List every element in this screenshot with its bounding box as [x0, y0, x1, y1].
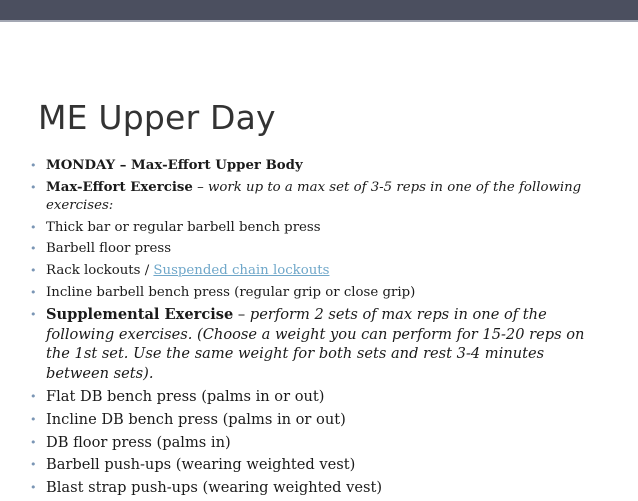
list-item	[28, 305, 608, 383]
list-item	[28, 219, 608, 237]
list-item	[28, 179, 608, 216]
item-bold-text: Supplemental Exercise	[46, 306, 234, 324]
item-italic-text: perform 2 sets of max reps in one of the following exercises. (Choose a weight you can perform for 15-20 reps on the 1st set. Use the same weight for both sets and rest 3-4 minutes between sets).	[46, 306, 585, 382]
list-item	[28, 410, 608, 430]
bullet-icon: •	[30, 180, 37, 194]
list-item	[28, 478, 608, 498]
item-separator: –	[192, 179, 208, 195]
list-item	[28, 284, 608, 302]
bullet-icon: •	[30, 220, 37, 234]
bullet-icon: •	[30, 412, 37, 426]
bullet-icon: •	[30, 308, 37, 322]
bullet-icon: •	[30, 242, 37, 256]
item-bold-text: MONDAY – Max-Effort Upper Body	[46, 158, 303, 173]
item-text: Blast strap push-ups (wearing weighted vest)	[46, 479, 383, 497]
suspended-chain-lockouts-link[interactable]: Suspended chain lockouts	[153, 263, 330, 279]
top-bar	[0, 0, 638, 20]
item-text: Incline barbell bench press (regular grip or close grip)	[46, 284, 416, 300]
slide-title: ME Upper Day	[38, 98, 276, 137]
item-text: Barbell floor press	[46, 241, 172, 257]
top-bar-accent	[0, 20, 638, 22]
item-separator: –	[233, 306, 250, 324]
bullet-icon: •	[30, 458, 37, 472]
bullet-icon: •	[30, 481, 37, 495]
item-text: DB floor press (palms in)	[46, 433, 231, 451]
bullet-icon: •	[30, 159, 37, 172]
item-text: Flat DB bench press (palms in or out)	[46, 387, 325, 405]
item-italic-text: work up to a max set of 3-5 reps in one of the following exercises:	[46, 179, 582, 213]
list-item	[28, 262, 608, 280]
bullet-icon: •	[30, 264, 37, 278]
item-text: Barbell push-ups (wearing weighted vest)	[46, 456, 356, 474]
item-bold-text: Max-Effort Exercise	[46, 179, 193, 195]
list-item	[28, 433, 608, 453]
bullet-icon: •	[30, 435, 37, 449]
list-item	[28, 157, 608, 175]
list-item	[28, 240, 608, 258]
list-item	[28, 387, 608, 407]
bullet-icon: •	[30, 285, 37, 299]
bullet-list	[28, 157, 608, 501]
bullet-icon: •	[30, 389, 37, 403]
item-text: Thick bar or regular barbell bench press	[46, 219, 321, 235]
item-text: Incline DB bench press (palms in or out)	[46, 410, 346, 428]
item-text: Rack lockouts /	[46, 263, 154, 279]
list-item	[28, 455, 608, 475]
